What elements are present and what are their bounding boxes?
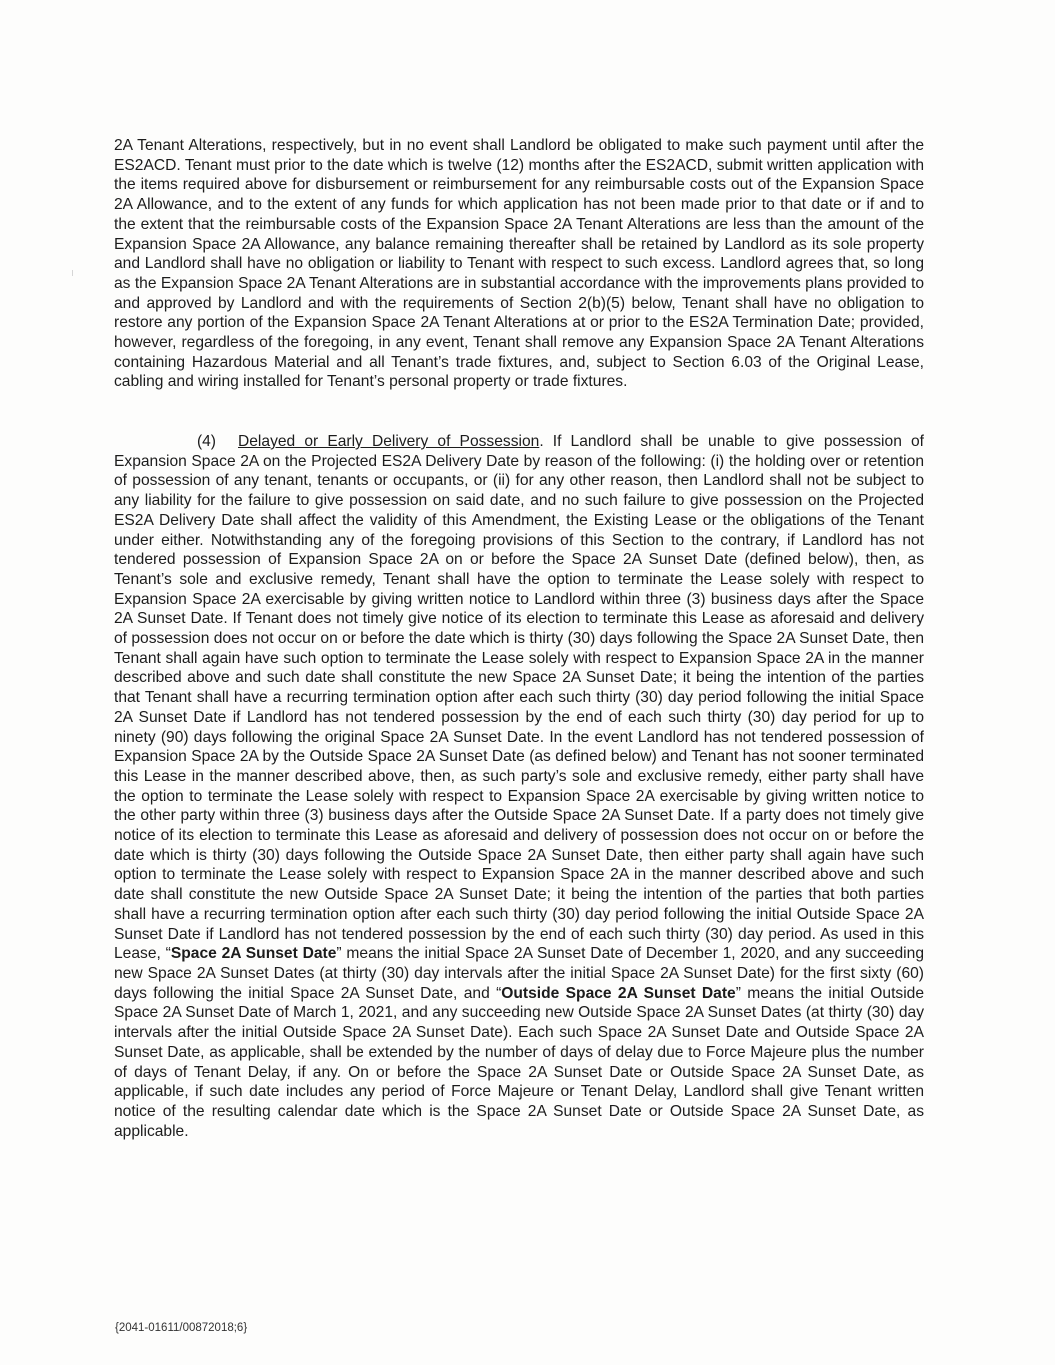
scan-artifact [72,270,73,276]
paragraph-delayed-delivery [114,432,924,1141]
paragraph-text-c: ” means the initial Outside Space 2A Sunset Date of March 1, 2021, and any succeeding new Outside Space 2A Sunset Dates (at thirty (30) day intervals after the initial Outside Space 2A Sunset Date). Each such Space 2A Sunset Date and Outside Space 2A Sunset Date, as applicable, shall be extended by the number of days of delay due to Force Majeure plus the number of days of Tenant Delay, if any. On or before the Space 2A Sunset Date or Outside Space 2A Sunset Date, as applicable, if such date includes any period of Force Majeure or Tenant Delay, Landlord shall give Tenant written notice of the resulting calendar date which is the Space 2A Sunset Date or Outside Space 2A Sunset Date, as applicable. [114,984,925,1140]
document-footer-id: {2041-01611/00872018;6} [115,1322,248,1334]
defined-term-outside-space-2a-sunset-date: Outside Space 2A Sunset Date [501,984,736,1002]
section-heading: Delayed or Early Delivery of Possession [238,433,540,450]
paragraph-text-a: . If Landlord shall be unable to give possession of Expansion Space 2A on the Projected ES2A Delivery Date by reason of the following: (i) the holding over or retention of possession of any tenant, tenants or occupants, or (ii) for any other reason, then Landlord shall not be subject to any liability for the failure to give possession on said date, and no such failure to give possession on the Projected ES2A Delivery Date shall affect the validity of this Amendment, the Existing Lease or the obligations of the Tenant under either. Notwithstanding any of the foregoing provisions of this Section to the contrary, if Landlord has not tendered possession of Expansion Space 2A on or before the Space 2A Sunset Date (defined below), then, as Tenant’s sole and exclusive remedy, Tenant shall have the option to terminate the Lease solely with respect to Expansion Space 2A exercisable by giving written notice to Landlord within three (3) business days after the Space 2A Sunset Date. If Tenant does not timely give notice of its election to terminate this Lease as aforesaid and delivery of possession does not occur on or before the date which is thirty (30) days following the Space 2A Sunset Date, then Tenant shall again have such option to terminate the Lease solely with respect to Expansion Space 2A in the manner described above and such date shall constitute the new Space 2A Sunset Date; it being the intention of the parties that Tenant shall have a recurring termination option after each such thirty (30) day period following the initial Space 2A Sunset Date if Landlord has not tendered possession by the end of each such thirty (30) day period for up to ninety (90) days following the original Space 2A Sunset Date. In the event Landlord has not tendered possession of Expansion Space 2A by the Outside Space 2A Sunset Date (as defined below) and Tenant has not sooner terminated this Lease in the manner described above, then, as such party’s sole and exclusive remedy, either party shall have the option to terminate the Lease solely with respect to Expansion Space 2A exercisable by giving written notice to the other party within three (3) business days after the Outside Space 2A Sunset Date. If a party does not timely give notice of its election to terminate this Lease as aforesaid and delivery of possession does not occur on or before the date which is thirty (30) days following the Outside Space 2A Sunset Date, then either party shall again have such option to terminate the Lease solely with respect to Expansion Space 2A in the manner described above and such date shall constitute the new Outside Space 2A Sunset Date; it being the intention of the parties that both parties shall have a recurring termination option after each such thirty (30) day period following the initial Outside Space 2A Sunset Date if Landlord has not tendered possession by the end of each such thirty (30) day period. As used in this Lease, “ [114,433,924,963]
section-number: (4) [196,433,216,450]
paragraph-text-b: ” means the initial Space 2A Sunset Date of December 1, 2020, and any succeeding new Space 2A Sunset Dates (at thirty (30) day intervals after the initial Space 2A Sunset Date) for the first sixty (60) days following the initial Space 2A Sunset Date, and “ [114,945,924,1002]
defined-term-space-2a-sunset-date: Space 2A Sunset Date [170,945,337,963]
paragraph-alterations: 2A Tenant Alterations, respectively, but in no event shall Landlord be obligated to make such payment until after the ES2ACD. Tenant must prior to the date which is twelve (12) months after the ES2ACD, submit written application with the items required above for disbursement or reimbursement for any reimbursable costs out of the Expansion Space 2A Allowance, and to the extent of any funds for which application has not been made prior to that date or if and to the extent that the reimbursable costs of the Expansion Space 2A Tenant Alterations are less than the amount of the Expansion Space 2A Allowance, any balance remaining thereafter shall be retained by Landlord as its sole property and Landlord shall have no obligation or liability to Tenant with respect to such excess. Landlord agrees that, so long as the Expansion Space 2A Tenant Alterations are in substantial accordance with the improvements plans provided to and approved by Landlord and with the requirements of Section 2(b)(5) below, Tenant shall have no obligation to restore any portion of the Expansion Space 2A Tenant Alterations at or prior to the ES2A Termination Date; provided, however, regardless of the foregoing, in any event, Tenant shall remove any Expansion Space 2A Tenant Alterations containing Hazardous Material and all Tenant’s trade fixtures, and, subject to Section 6.03 of the Original Lease, cabling and wiring installed for Tenant’s personal property or trade fixtures. [114,137,924,391]
